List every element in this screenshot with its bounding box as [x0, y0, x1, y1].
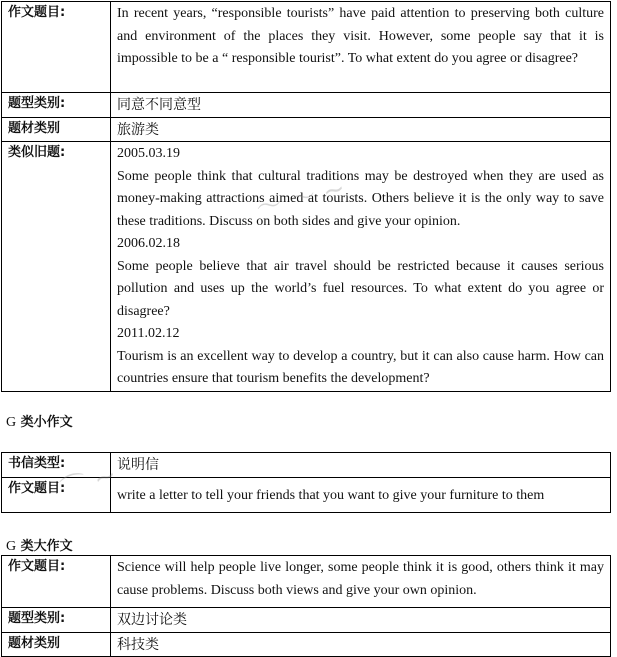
heading-letter: G	[6, 415, 17, 430]
topic-text: write a letter to tell your friends that you want to give your furniture to them	[111, 477, 611, 512]
watermark-mark: 〜 〜 ∼	[253, 173, 349, 225]
type-value: 同意不同意型	[111, 93, 611, 118]
section-heading-g-small	[6, 411, 73, 431]
similar-label: 类似旧题:	[2, 142, 111, 392]
letter-type-label: 书信类型:	[2, 453, 111, 478]
essay-table-2	[1, 452, 611, 513]
table-row	[2, 93, 611, 118]
table-row	[2, 477, 611, 512]
table-row	[2, 142, 611, 392]
watermark-mark: ⌒ ∼	[57, 459, 121, 506]
similar-date: 2005.03.19	[117, 146, 180, 161]
heading-title: 类小作文	[20, 415, 73, 430]
similar-date: 2011.02.12	[117, 326, 180, 341]
subject-label: 题材类别	[2, 632, 111, 657]
topic-label: 作文题目:	[2, 2, 111, 93]
type-label: 题型类别:	[2, 608, 111, 633]
letter-type-value: 说明信	[111, 453, 611, 478]
heading-letter: G	[6, 539, 17, 554]
topic-text: Science will help people live longer, some people think it is good, others think it may cause problems. Discuss both views and give your own opinion.	[111, 556, 611, 608]
heading-title: 类大作文	[20, 539, 73, 554]
similar-text: Tourism is an excellent way to develop a country, but it can also cause harm. How can countries ensure that tourism benefits the development?	[117, 348, 604, 386]
similar-topics	[111, 142, 611, 392]
table-row	[2, 632, 611, 657]
essay-table-3	[1, 555, 611, 657]
table-row	[2, 453, 611, 478]
table-row	[2, 117, 611, 142]
subject-label: 题材类别	[2, 117, 111, 142]
section-heading-g-large	[6, 535, 73, 555]
topic-label: 作文题目:	[2, 556, 111, 608]
subject-value: 旅游类	[111, 117, 611, 142]
type-label: 题型类别:	[2, 93, 111, 118]
table-row	[2, 556, 611, 608]
table-row	[2, 2, 611, 93]
table-row	[2, 608, 611, 633]
similar-text: Some people believe that air travel should be restricted because it causes serious pollution and uses up the world’s fuel resources. To what extent do you agree or disagree?	[117, 258, 604, 319]
topic-label: 作文题目:	[2, 477, 111, 512]
essay-table-1	[1, 1, 611, 392]
similar-date: 2006.02.18	[117, 236, 180, 251]
similar-text: Some people think that cultural traditions may be destroyed when they are used as money-making attractions aimed at tourists. Others believe it is the only way to save these traditions. Discuss on both sides and give your opinion.	[117, 168, 604, 229]
topic-text: In recent years, “responsible tourists” have paid attention to preserving both culture and environment of the places they visit. However, some people say that it is impossible to be a “ responsible tourist”. To what extent do you agree or disagree?	[111, 2, 611, 93]
type-value: 双边讨论类	[111, 608, 611, 633]
subject-value: 科技类	[111, 632, 611, 657]
